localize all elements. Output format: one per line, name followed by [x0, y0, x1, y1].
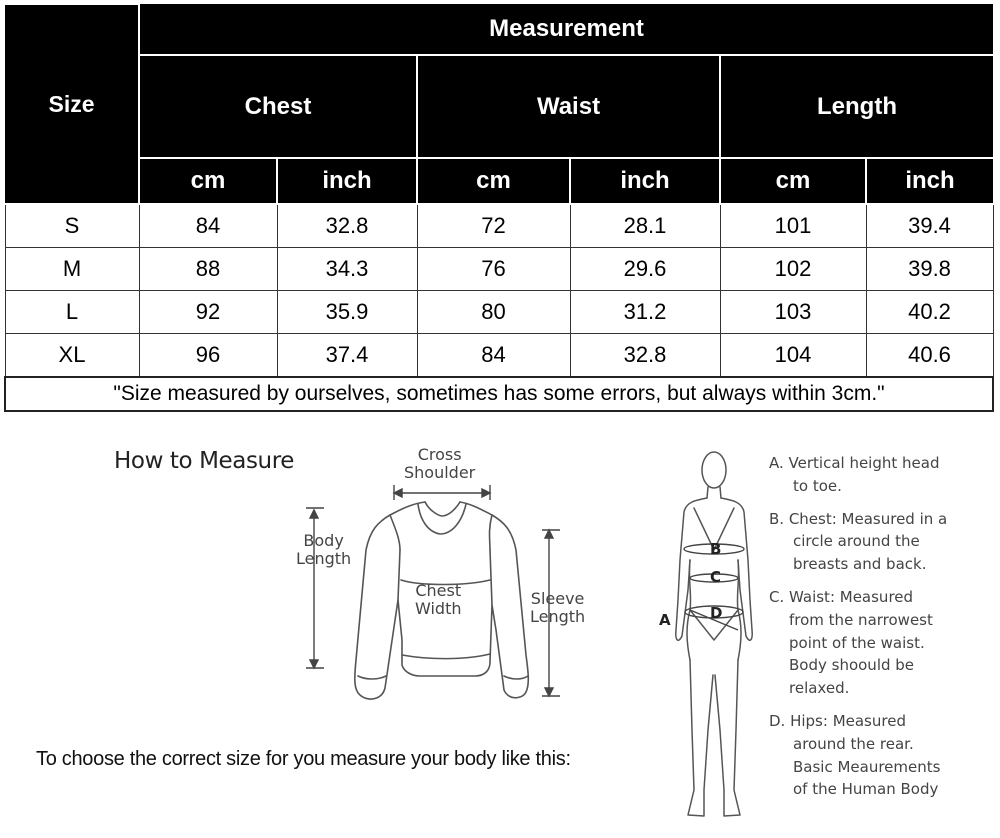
value-cell: 39.4: [866, 204, 993, 248]
value-cell: 80: [417, 291, 570, 334]
value-cell: 31.2: [570, 291, 720, 334]
note-waist-line: C. Waist: Measured: [769, 587, 914, 606]
measurement-note: "Size measured by ourselves, sometimes has some errors, but always within 3cm.": [5, 377, 993, 411]
value-cell: 72: [417, 204, 570, 248]
note-hips-line: of the Human Body: [793, 780, 939, 799]
value-cell: 76: [417, 248, 570, 291]
note-waist-line: point of the waist.: [789, 633, 925, 652]
note-height: [769, 452, 994, 498]
note-hips-line: Basic Meaurements: [793, 757, 941, 776]
note-hips-line: around the rear.: [793, 734, 914, 753]
table-row: [5, 248, 993, 291]
sleeve-length-label: [530, 590, 585, 626]
sleeve-length-line-1: Sleeve: [530, 589, 585, 608]
value-cell: 104: [720, 334, 866, 378]
value-cell: 40.6: [866, 334, 993, 378]
note-waist: [769, 586, 994, 700]
table-row: [5, 204, 993, 248]
chest-cm-header: cm: [139, 158, 277, 204]
waist-header: Waist: [417, 55, 720, 158]
body-length-line-1: Body: [303, 531, 344, 550]
value-cell: 96: [139, 334, 277, 378]
value-cell: 102: [720, 248, 866, 291]
value-cell: 39.8: [866, 248, 993, 291]
chest-width-label: [415, 582, 461, 618]
size-cell: M: [5, 248, 139, 291]
measurement-notes: [769, 452, 994, 811]
human-body-diagram: [650, 440, 770, 838]
note-chest-line: breasts and back.: [793, 555, 927, 574]
table-row: [5, 291, 993, 334]
note-waist-line: relaxed.: [789, 679, 850, 698]
measurement-header: Measurement: [139, 4, 993, 55]
body-length-line-2: Length: [296, 549, 352, 568]
size-cell: XL: [5, 334, 139, 378]
note-chest-line: B. Chest: Measured in a: [769, 509, 948, 528]
body-letter-c: C: [710, 568, 722, 586]
value-cell: 34.3: [277, 248, 417, 291]
value-cell: 32.8: [277, 204, 417, 248]
value-cell: 88: [139, 248, 277, 291]
length-header: Length: [720, 55, 993, 158]
value-cell: 28.1: [570, 204, 720, 248]
note-chest: [769, 508, 994, 576]
size-chart-table: [4, 3, 994, 412]
chest-width-line-2: Width: [415, 599, 462, 618]
chest-header: Chest: [139, 55, 417, 158]
chest-inch-header: inch: [277, 158, 417, 204]
note-waist-line: from the narrowest: [789, 610, 933, 629]
note-height-line: A. Vertical height head: [769, 454, 940, 472]
note-hips-line: D. Hips: Measured: [769, 711, 906, 730]
size-header: Size: [5, 4, 139, 204]
value-cell: 103: [720, 291, 866, 334]
size-cell: S: [5, 204, 139, 248]
body-letter-d: D: [710, 604, 723, 622]
cross-shoulder-label: [404, 446, 475, 482]
note-waist-line: Body shoould be: [789, 656, 915, 675]
how-to-measure-title: How to Measure: [114, 448, 295, 474]
cross-shoulder-line-2: Shoulder: [404, 463, 476, 482]
value-cell: 40.2: [866, 291, 993, 334]
waist-inch-header: inch: [570, 158, 720, 204]
value-cell: 35.9: [277, 291, 417, 334]
size-cell: L: [5, 291, 139, 334]
note-hips: [769, 710, 994, 801]
value-cell: 92: [139, 291, 277, 334]
value-cell: 29.6: [570, 248, 720, 291]
waist-cm-header: cm: [417, 158, 570, 204]
value-cell: 32.8: [570, 334, 720, 378]
value-cell: 84: [139, 204, 277, 248]
length-inch-header: inch: [866, 158, 993, 204]
body-letter-b: B: [710, 540, 722, 558]
value-cell: 101: [720, 204, 866, 248]
value-cell: 84: [417, 334, 570, 378]
note-chest-line: circle around the: [793, 532, 920, 551]
length-cm-header: cm: [720, 158, 866, 204]
value-cell: 37.4: [277, 334, 417, 378]
sleeve-length-line-2: Length: [530, 607, 586, 626]
chest-width-line-1: Chest: [415, 581, 462, 600]
table-row: [5, 334, 993, 378]
choose-size-text: To choose the correct size for you measure your body like this:: [36, 748, 571, 770]
body-letter-a: A: [659, 611, 671, 629]
cross-shoulder-line-1: Cross: [417, 445, 462, 464]
note-height-line: to toe.: [793, 476, 842, 495]
body-length-label: [296, 532, 351, 568]
